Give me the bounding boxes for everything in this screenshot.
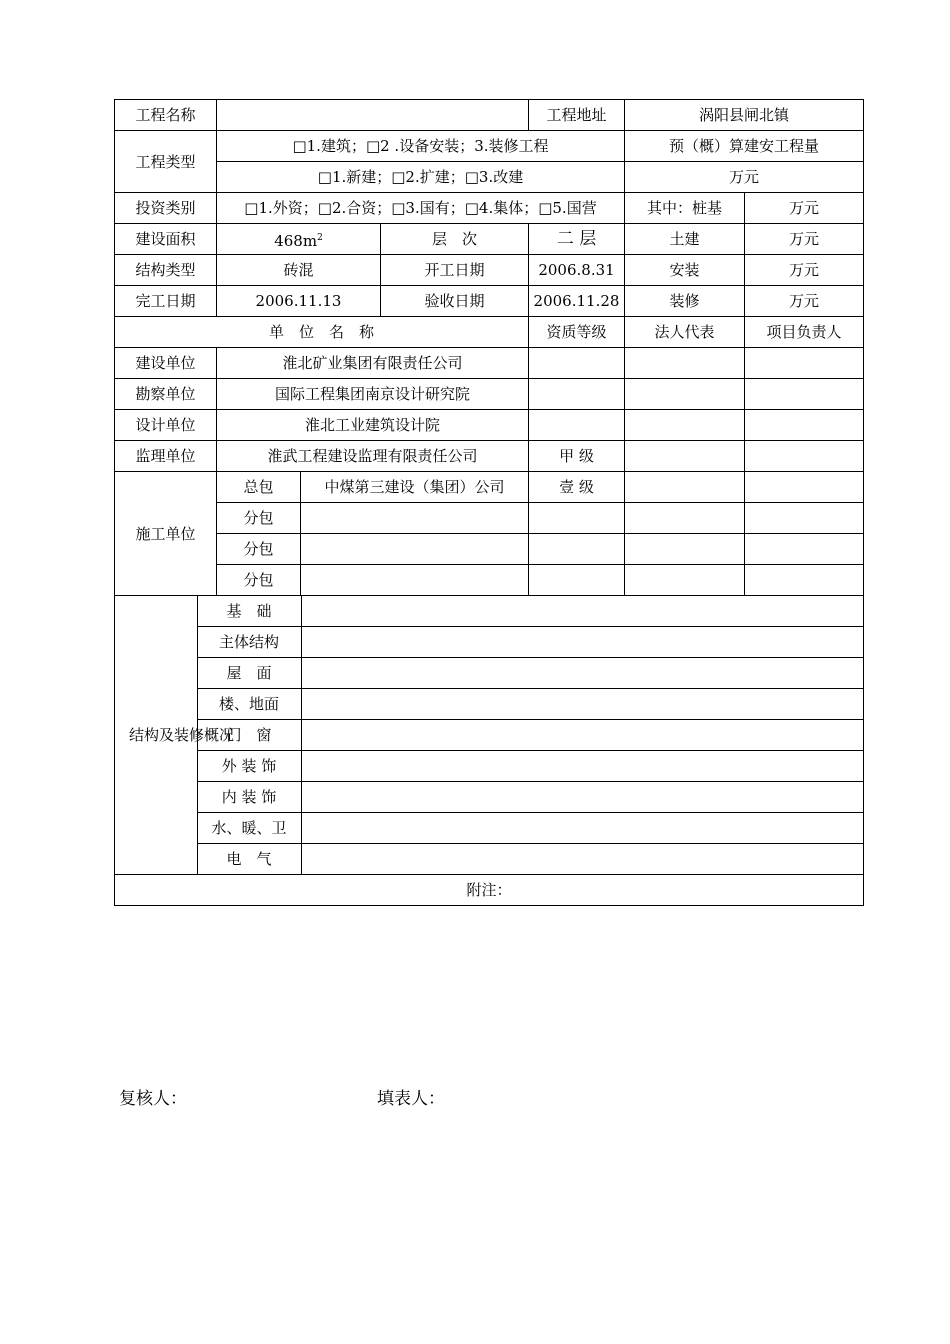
structure-item-value [301, 782, 863, 813]
structure-item-value [301, 720, 863, 751]
build-nature-options: □1.新建；□2.扩建；□3.改建 [217, 162, 625, 193]
structure-item-value [301, 596, 863, 627]
contractor-name [301, 503, 529, 534]
unit-name: 淮武工程建设监理有限责任公司 [217, 441, 529, 472]
unit-label: 设计单位 [115, 410, 217, 441]
structure-item-value [301, 813, 863, 844]
row-notes [115, 875, 864, 906]
unit-qualification [529, 348, 625, 379]
structure-row [115, 689, 863, 720]
contractor-legal-rep [625, 565, 745, 596]
unit-label: 监理单位 [115, 441, 217, 472]
project-manager-header: 项目负责人 [745, 317, 864, 348]
reviewer-label: 复核人： [119, 1089, 187, 1109]
structure-row [115, 751, 863, 782]
contractor-qualification [529, 534, 625, 565]
contractor-manager [745, 565, 864, 596]
project-name-label: 工程名称 [115, 100, 217, 131]
contractor-type: 总包 [217, 472, 301, 503]
row-finish-date [115, 286, 864, 317]
contractor-name [301, 534, 529, 565]
unit-legal-rep [625, 410, 745, 441]
structure-item-value [301, 689, 863, 720]
structure-row [115, 596, 863, 627]
floors-value: 二 层 [529, 224, 625, 255]
structure-item-value [301, 751, 863, 782]
contractor-manager [745, 503, 864, 534]
unit-name-header: 单 位 名 称 [115, 317, 529, 348]
row-build-nature [115, 162, 864, 193]
contractor-manager [745, 534, 864, 565]
unit-qualification: 甲 级 [529, 441, 625, 472]
unit-manager [745, 441, 864, 472]
structure-item-label: 楼、地面 [197, 689, 301, 720]
unit-label: 建设单位 [115, 348, 217, 379]
unit-manager [745, 379, 864, 410]
contractor-legal-rep [625, 472, 745, 503]
notes-label: 附注： [466, 881, 512, 899]
row-investment [115, 193, 864, 224]
contractor-type: 分包 [217, 503, 301, 534]
structure-item-label: 水、暖、卫 [197, 813, 301, 844]
contractor-type: 分包 [217, 565, 301, 596]
structure-item-value [301, 844, 863, 875]
pile-foundation-label: 其中：桩基 [625, 193, 745, 224]
contractor-type: 分包 [217, 534, 301, 565]
unit-legal-rep [625, 379, 745, 410]
structure-row [115, 844, 863, 875]
project-type-label: 工程类型 [115, 131, 217, 193]
contractor-legal-rep [625, 503, 745, 534]
investment-type-label: 投资类别 [115, 193, 217, 224]
contractor-name: 中煤第三建设（集团）公司 [301, 472, 529, 503]
row-unit [115, 410, 864, 441]
civil-label: 土建 [625, 224, 745, 255]
row-contractor [115, 472, 864, 503]
qualification-header: 资质等级 [529, 317, 625, 348]
start-date-value: 2006.8.31 [529, 255, 625, 286]
build-area-number: 468m [274, 231, 318, 250]
structure-item-value [301, 627, 863, 658]
structure-subtable [115, 596, 863, 874]
structure-item-label: 外 装 饰 [197, 751, 301, 782]
row-area [115, 224, 864, 255]
construction-unit-label: 施工单位 [115, 472, 217, 596]
structure-item-value [301, 658, 863, 689]
project-name-value [217, 100, 529, 131]
structure-item-label: 电 气 [197, 844, 301, 875]
contractor-legal-rep [625, 534, 745, 565]
contractor-qualification: 壹 级 [529, 472, 625, 503]
budget-total-unit: 万元 [625, 162, 864, 193]
row-contractor [115, 565, 864, 596]
project-type-options: □1.建筑；□2 .设备安装；3.装修工程 [217, 131, 625, 162]
civil-unit: 万元 [745, 224, 864, 255]
unit-legal-rep [625, 348, 745, 379]
start-date-label: 开工日期 [381, 255, 529, 286]
structure-row [115, 813, 863, 844]
decoration-label: 装修 [625, 286, 745, 317]
row-project-type [115, 131, 864, 162]
structure-decoration-label: 结构及装修概况 [115, 596, 197, 874]
row-structure-item [115, 596, 864, 875]
contractor-name [301, 565, 529, 596]
unit-legal-rep [625, 441, 745, 472]
row-contractor [115, 534, 864, 565]
decoration-unit: 万元 [745, 286, 864, 317]
floors-label: 层 次 [381, 224, 529, 255]
legal-rep-header: 法人代表 [625, 317, 745, 348]
row-project-name [115, 100, 864, 131]
unit-qualification [529, 379, 625, 410]
structure-section [115, 596, 864, 875]
filler-label: 填表人： [377, 1089, 445, 1109]
contractor-qualification [529, 503, 625, 534]
install-unit: 万元 [745, 255, 864, 286]
structure-type-value: 砖混 [217, 255, 381, 286]
contractor-qualification [529, 565, 625, 596]
build-area-value [217, 224, 381, 255]
row-contractor [115, 503, 864, 534]
project-address-value: 涡阳县闸北镇 [625, 100, 864, 131]
build-area-label: 建设面积 [115, 224, 217, 255]
structure-row [115, 627, 863, 658]
build-area-superscript: 2 [317, 232, 323, 243]
project-info-table [114, 99, 864, 906]
unit-manager [745, 348, 864, 379]
project-address-label: 工程地址 [529, 100, 625, 131]
unit-qualification [529, 410, 625, 441]
unit-name: 淮北工业建筑设计院 [217, 410, 529, 441]
finish-date-label: 完工日期 [115, 286, 217, 317]
accept-date-label: 验收日期 [381, 286, 529, 317]
row-unit [115, 348, 864, 379]
unit-name: 淮北矿业集团有限责任公司 [217, 348, 529, 379]
unit-manager [745, 410, 864, 441]
structure-row [115, 782, 863, 813]
contractor-manager [745, 472, 864, 503]
pile-foundation-unit: 万元 [745, 193, 864, 224]
finish-date-value: 2006.11.13 [217, 286, 381, 317]
structure-item-label: 主体结构 [197, 627, 301, 658]
accept-date-value: 2006.11.28 [529, 286, 625, 317]
unit-label: 勘察单位 [115, 379, 217, 410]
install-label: 安装 [625, 255, 745, 286]
structure-item-label: 门 窗 [197, 720, 301, 751]
row-structure-type [115, 255, 864, 286]
row-unit [115, 441, 864, 472]
row-unit-header [115, 317, 864, 348]
structure-row [115, 658, 863, 689]
structure-row [115, 720, 863, 751]
structure-item-label: 内 装 饰 [197, 782, 301, 813]
row-unit [115, 379, 864, 410]
structure-type-label: 结构类型 [115, 255, 217, 286]
notes-cell [115, 875, 864, 906]
unit-name: 国际工程集团南京设计研究院 [217, 379, 529, 410]
budget-label: 预（概）算建安工程量 [625, 131, 864, 162]
structure-item-label: 屋 面 [197, 658, 301, 689]
structure-item-label: 基 础 [197, 596, 301, 627]
investment-type-options: □1.外资；□2.合资；□3.国有；□4.集体；□5.国营 [217, 193, 625, 224]
